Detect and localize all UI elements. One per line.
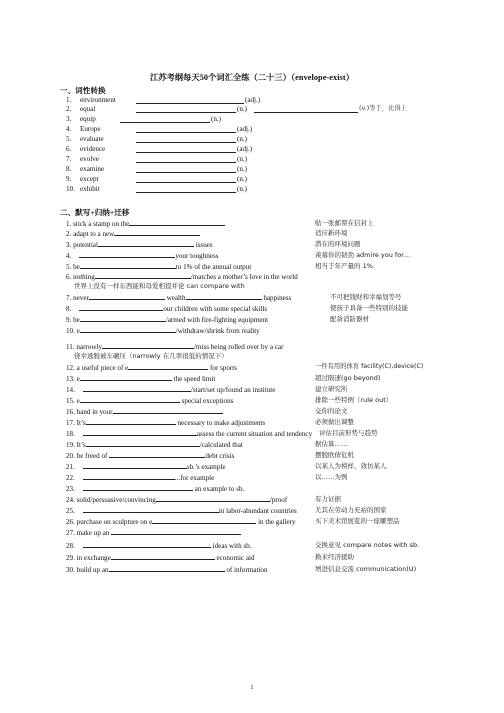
answer-blank[interactable]	[111, 552, 215, 560]
list-item: 4. Europe (adj.)	[66, 125, 253, 133]
list-item: 7. never wealth happiness	[66, 294, 292, 302]
answer-blank[interactable]	[136, 152, 236, 153]
list-item: 21. sb.’s example	[66, 463, 226, 471]
translation: 增进信息交流 communication(U)	[315, 565, 417, 573]
translation: 交你的论文	[315, 407, 348, 415]
translation: 排除一些特例（rule out）	[315, 396, 393, 404]
list-item: 14. /start/set up/found an institute	[66, 386, 276, 394]
list-item: 30. build up an of information	[66, 566, 268, 574]
answer-blank[interactable]	[109, 564, 225, 572]
answer-blank[interactable]	[86, 439, 200, 447]
list-item: 5. be to 1% of the annual output	[66, 263, 252, 271]
translation: 换来经济援助	[315, 553, 354, 561]
translation: 评估目前形势与趋势	[319, 429, 378, 437]
answer-blank[interactable]	[79, 303, 163, 311]
translation: 交换意见 compare notes with sb.	[315, 541, 420, 549]
translation: 一件有用的体育 facility(C),device(C)	[315, 363, 424, 370]
answer-blank[interactable]	[254, 112, 358, 113]
translation-line: 世界上没有一样东西能和母爱相提并论 can compare with	[74, 282, 245, 290]
translation-line: 侥幸逃脱被车碾压（narrowly 在几率很低的情况下）	[74, 352, 228, 360]
list-item: 20. be freed of debt crisis	[66, 452, 235, 460]
translation: 相当于年产量的 1%	[315, 262, 373, 270]
answer-blank[interactable]	[79, 250, 175, 258]
list-item: 10. exhibit (n.)	[66, 185, 248, 193]
translation: 摆脱欧债危机	[315, 451, 354, 459]
list-item: 8. our children with some special skills	[66, 305, 268, 313]
translation: 不可把钱财和幸福划等号	[330, 293, 402, 301]
answer-blank[interactable]	[136, 182, 236, 183]
translation: 买下美术馆展览的一座雕塑品	[315, 517, 400, 525]
answer-blank[interactable]	[83, 384, 191, 392]
answer-blank[interactable]	[89, 292, 165, 300]
list-item: 10. e /withdraw/shrink from reality	[66, 327, 260, 335]
answer-blank[interactable]	[83, 483, 193, 491]
answer-blank[interactable]	[86, 417, 176, 425]
answer-blank[interactable]	[113, 406, 223, 414]
answer-blank[interactable]	[136, 142, 236, 143]
answer-blank[interactable]	[136, 172, 236, 173]
translation: 贴一张邮票在信封上	[315, 219, 374, 227]
translation: 以某人为榜样，效仿某人	[315, 462, 387, 470]
answer-blank[interactable]	[98, 239, 194, 247]
list-item: 2. adapt to a new	[66, 228, 200, 239]
answer-blank[interactable]	[83, 505, 219, 513]
list-item: 16. hand in your	[66, 406, 223, 417]
list-item: 7. evolve (n.)	[66, 155, 248, 163]
list-item: 24. solid/persuasive/convincing /proof	[66, 496, 288, 504]
list-item: 2. equal (n.) (v.)等于，比得上	[66, 105, 407, 113]
answer-blank[interactable]	[136, 192, 236, 193]
list-item: 29. in exchange economic aid	[66, 554, 255, 562]
list-item: 12. a useful piece of e for sports	[66, 364, 238, 372]
list-item: 5. evaluate (n.)	[66, 135, 248, 143]
list-item: 23. an example to sb.	[66, 485, 245, 493]
section-heading-1: 一、词性转换	[60, 86, 106, 95]
answer-blank[interactable]	[186, 292, 262, 300]
list-item: 9. except (n.)	[66, 175, 248, 183]
answer-blank[interactable]	[83, 540, 211, 548]
translation: 尤其在劳动力充裕的国家	[315, 506, 387, 514]
answer-blank[interactable]	[80, 314, 166, 322]
answer-blank[interactable]	[83, 472, 175, 480]
list-item: 6. evidence (adj.)	[66, 145, 253, 153]
answer-blank[interactable]	[136, 112, 236, 113]
translation: 潜在的环境问题	[315, 240, 361, 248]
list-item: 3. equip (n.)	[66, 115, 222, 123]
list-item: 3. potential issues	[66, 241, 213, 249]
answer-blank[interactable]	[136, 162, 236, 163]
list-item: 19. It’s /calculated that	[66, 441, 243, 449]
list-item: 26. purchase on sculpture on e in the gallery	[66, 518, 296, 526]
translation: 必须做出调整	[315, 418, 354, 426]
translation: 据估算……	[315, 440, 348, 448]
answer-blank[interactable]	[102, 341, 194, 349]
translation: 建立研究所	[315, 385, 348, 393]
list-item: 17. It’s necessary to make adjustments	[66, 419, 266, 427]
answer-blank[interactable]	[80, 261, 176, 269]
answer-blank[interactable]	[111, 527, 241, 535]
translation: 适应新环境	[315, 229, 348, 237]
list-item: 1. stick a stamp on the	[66, 218, 225, 229]
list-item: 15. e special exceptions	[66, 397, 234, 405]
list-item: 11. narrowly /miss being rolled over by a car	[66, 343, 284, 351]
section-heading-2: 二、默写+归纳+迁移	[60, 208, 130, 217]
list-item: 4. your toughness	[66, 252, 219, 260]
list-item: 6. nothing /matches a mother’s love in the world	[66, 273, 298, 281]
list-item: 28. ideas with sb.	[66, 542, 252, 550]
list-item: 9. be /armed with fire-fighting equipment	[66, 316, 269, 324]
answer-blank[interactable]	[152, 516, 256, 524]
answer-blank[interactable]	[156, 494, 270, 502]
answer-blank[interactable]	[128, 362, 208, 370]
list-item: 18. assess the current situation and tendency	[66, 430, 313, 438]
answer-blank[interactable]	[136, 132, 236, 133]
answer-blank[interactable]	[120, 122, 210, 123]
answer-blank[interactable]	[83, 461, 187, 469]
translation: 使孩子具备一些特别的技能	[330, 304, 408, 312]
answer-blank[interactable]	[114, 228, 200, 236]
list-item: 22. ...for example	[66, 474, 215, 482]
translation: 羡慕你的韧劲 admire you for…	[315, 251, 411, 259]
list-item: 25. in labor-abundant countries	[66, 507, 297, 515]
list-item: 1. environment (adj.)	[66, 96, 261, 104]
list-item: 8. examine (n.)	[66, 165, 248, 173]
answer-blank[interactable]	[80, 373, 172, 381]
page-title: 江苏考纲每天50个词汇全练（二十三）（envelope-exist）	[150, 73, 354, 82]
answer-blank[interactable]	[95, 271, 191, 279]
translation: 有力证据	[315, 495, 341, 503]
answer-blank[interactable]	[83, 428, 197, 436]
answer-blank[interactable]	[109, 450, 205, 458]
answer-blank[interactable]	[129, 218, 225, 226]
answer-blank[interactable]	[80, 395, 180, 403]
list-item: 13. e the speed limit	[66, 375, 216, 383]
translation: 以……为例	[315, 473, 348, 481]
translation: 配备消防器材	[330, 315, 369, 323]
translation: 超过限速(go beyond)	[315, 374, 381, 382]
page-number: 1	[250, 684, 254, 691]
list-item: 27. make up an	[66, 527, 241, 538]
answer-blank[interactable]	[80, 325, 176, 333]
